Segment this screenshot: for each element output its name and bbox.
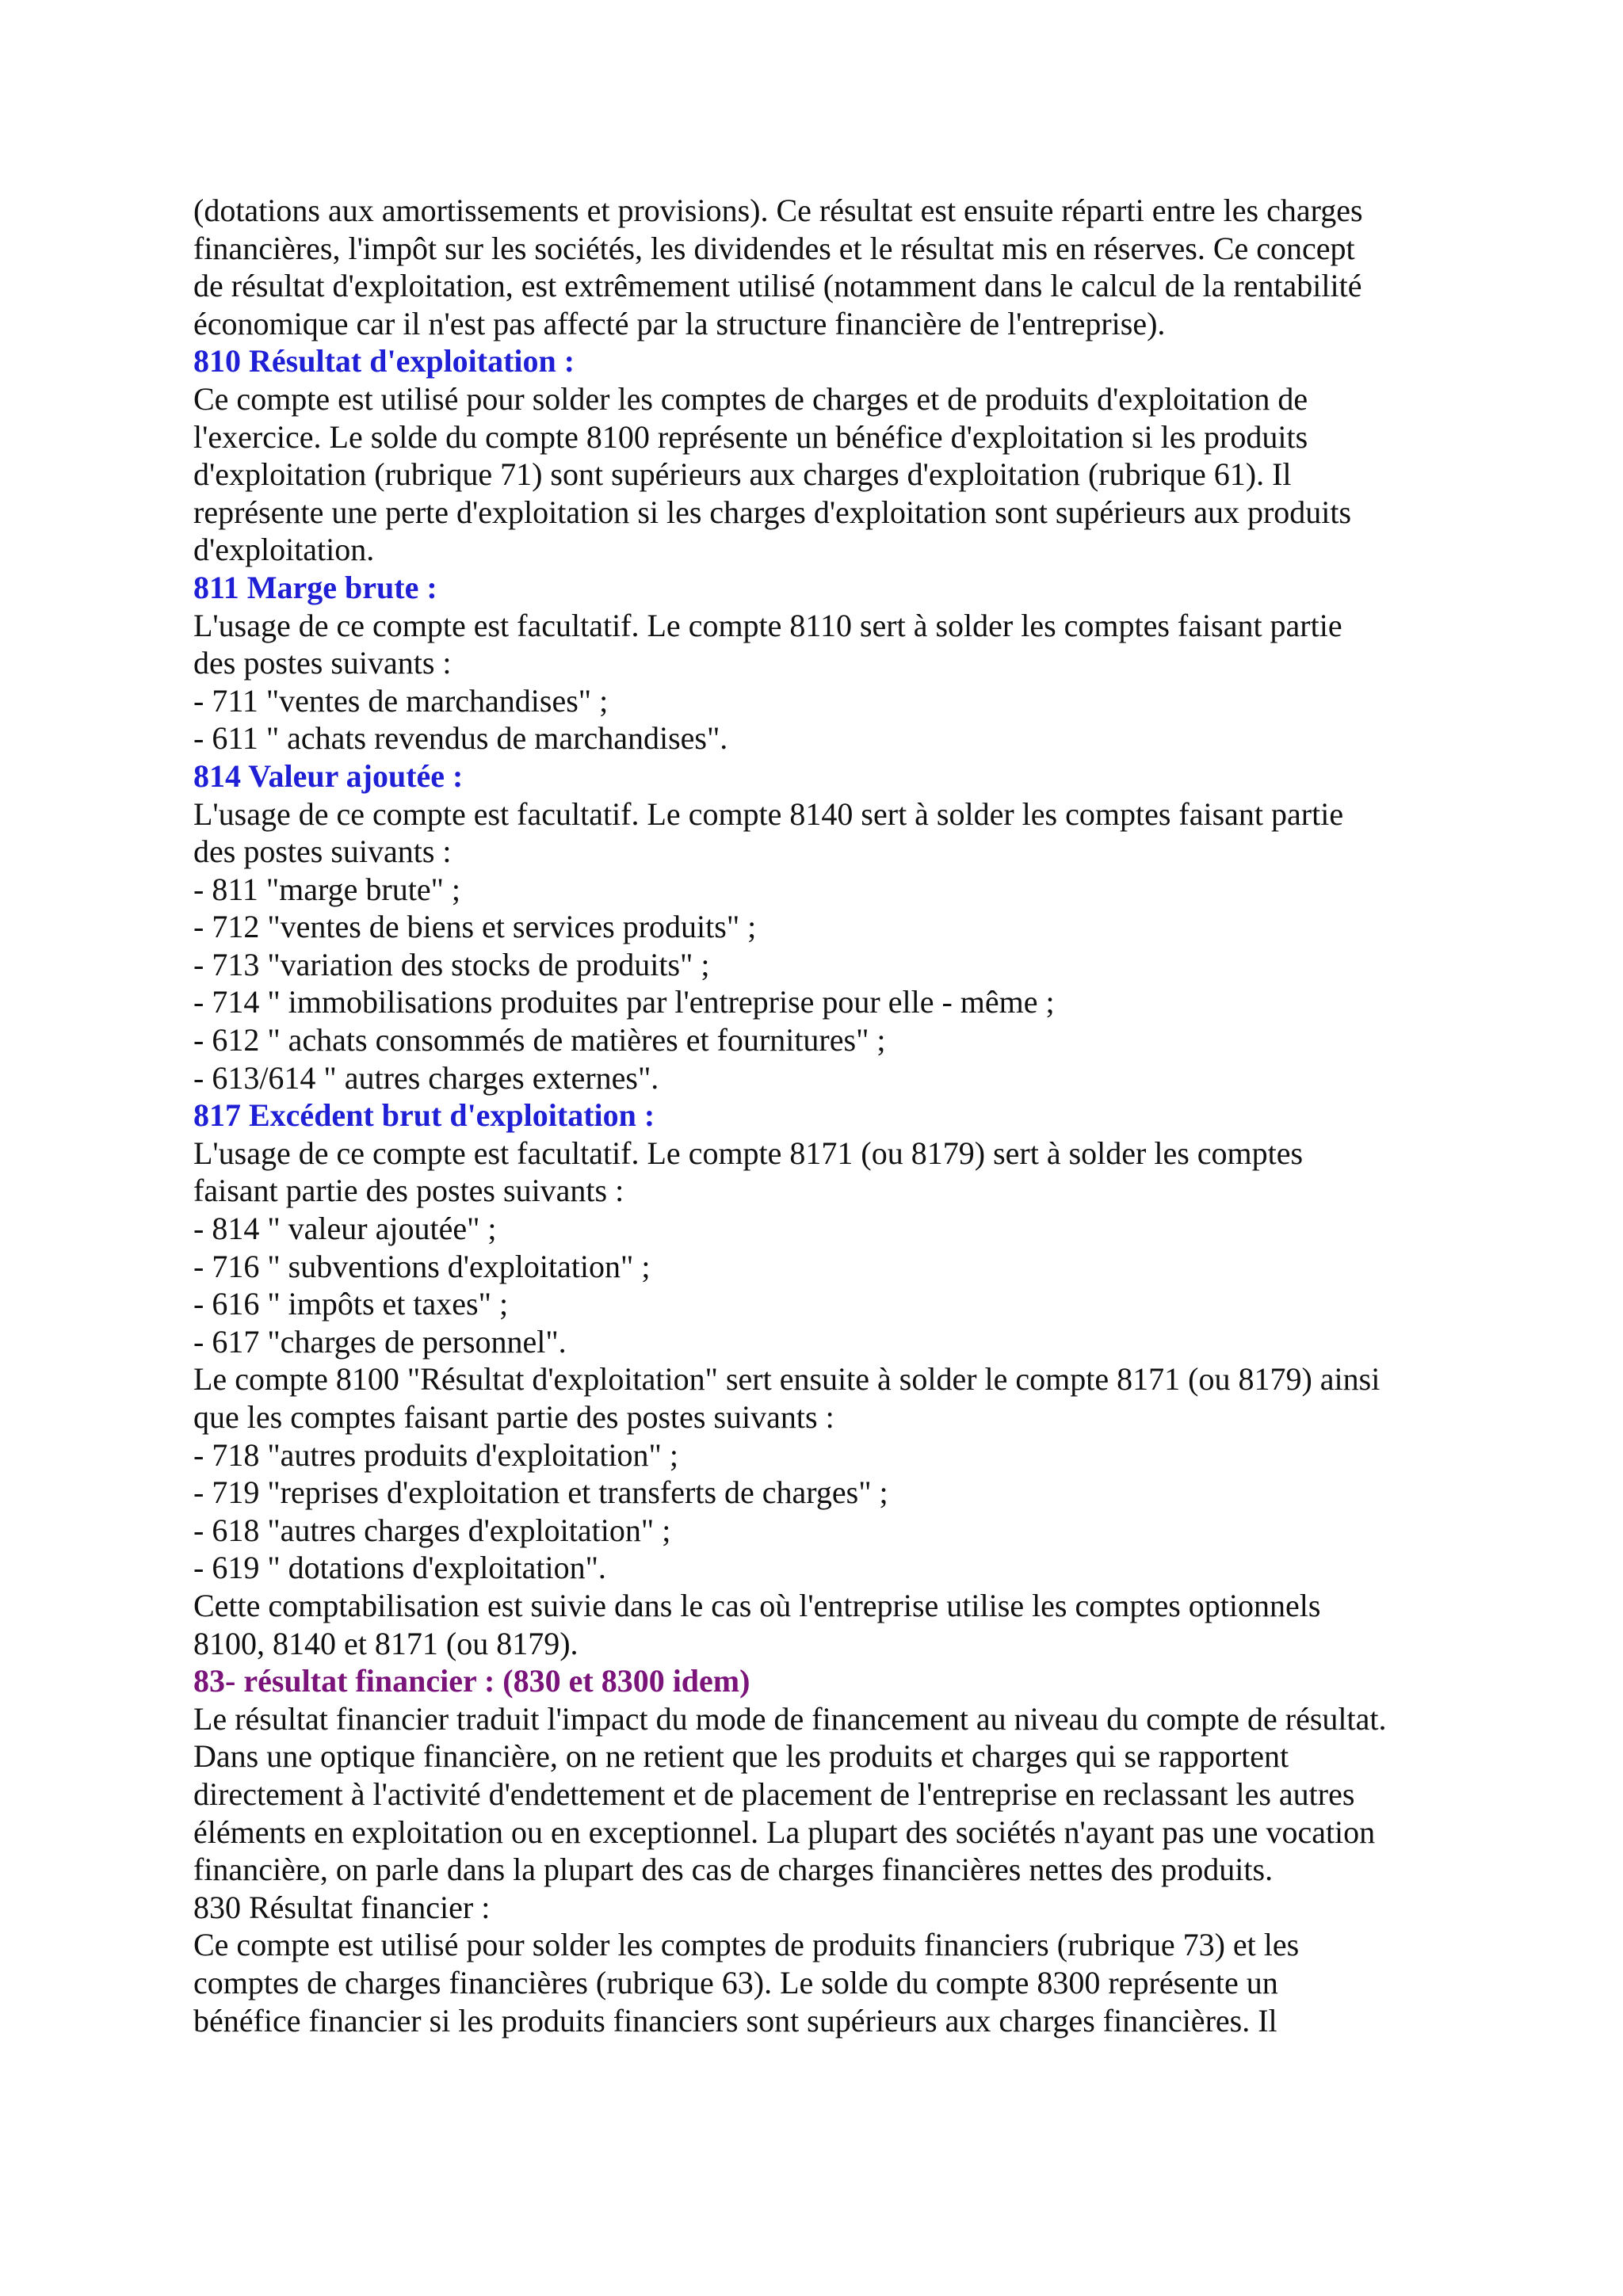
text-line: représente une perte d'exploitation si les charges d'exploitation sont supérieurs aux produits — [193, 494, 1352, 530]
text-line: - 616 " impôts et taxes" ; — [193, 1286, 509, 1322]
text-line: Cette comptabilisation est suivie dans le cas où l'entreprise utilise les comptes optionnels — [193, 1587, 1321, 1623]
text-line: L'usage de ce compte est facultatif. Le compte 8110 sert à solder les comptes faisant partie — [193, 607, 1342, 643]
text-line: - 613/614 " autres charges externes". — [193, 1059, 659, 1096]
text-line: économique car il n'est pas affecté par la structure financière de l'entreprise). — [193, 305, 1166, 341]
text-line: financières, l'impôt sur les sociétés, les dividendes et le résultat mis en réserves. Ce concept — [193, 230, 1355, 266]
text-line: - 617 "charges de personnel". — [193, 1323, 567, 1360]
text-line: comptes de charges financières (rubrique 63). Le solde du compte 8300 représente un — [193, 1964, 1278, 2000]
text-line: que les comptes faisant partie des postes suivants : — [193, 1399, 834, 1435]
text-line: - 618 "autres charges d'exploitation" ; — [193, 1512, 671, 1548]
text-line: - 814 " valeur ajoutée" ; — [193, 1211, 497, 1247]
document-body — [193, 192, 1461, 2039]
text-line: - 619 " dotations d'exploitation". — [193, 1550, 606, 1586]
text-line: L'usage de ce compte est facultatif. Le compte 8171 (ou 8179) sert à solder les comptes — [193, 1135, 1304, 1171]
text-line: (dotations aux amortissements et provisions). Ce résultat est ensuite réparti entre les charges — [193, 193, 1363, 228]
text-line: - 719 "reprises d'exploitation et transferts de charges" ; — [193, 1474, 888, 1511]
text-line: - 713 "variation des stocks de produits" ; — [193, 946, 710, 982]
text-line: - 716 " subventions d'exploitation" ; — [193, 1248, 651, 1284]
section-heading: 811 Marge brute : — [193, 569, 437, 605]
text-line: L'usage de ce compte est facultatif. Le compte 8140 sert à solder les comptes faisant partie — [193, 795, 1344, 832]
section-heading: 817 Excédent brut d'exploitation : — [193, 1097, 655, 1134]
text-line: Le résultat financier traduit l'impact du mode de financement au niveau du compte de résultat. — [193, 1700, 1387, 1737]
text-line: des postes suivants : — [193, 833, 452, 870]
text-line: 830 Résultat financier : — [193, 1889, 491, 1925]
text-line: bénéfice financier si les produits financiers sont supérieurs aux charges financières. Il — [193, 2002, 1277, 2039]
text-line: 8100, 8140 et 8171 (ou 8179). — [193, 1625, 579, 1661]
text-line: d'exploitation (rubrique 71) sont supérieurs aux charges d'exploitation (rubrique 61). Il — [193, 456, 1292, 493]
text-line: des postes suivants : — [193, 645, 452, 681]
text-line: Ce compte est utilisé pour solder les comptes de produits financiers (rubrique 73) et les — [193, 1927, 1300, 1963]
text-line: financière, on parle dans la plupart des cas de charges financières nettes des produits. — [193, 1852, 1274, 1888]
text-line: - 718 "autres produits d'exploitation" ; — [193, 1436, 678, 1473]
text-line: - 714 " immobilisations produites par l'entreprise pour elle - même ; — [193, 984, 1055, 1020]
text-line: l'exercice. Le solde du compte 8100 représente un bénéfice d'exploitation si les produits — [193, 418, 1308, 455]
section-heading: 83- résultat financier : (830 et 8300 idem) — [193, 1663, 750, 1699]
text-line: directement à l'activité d'endettement et de placement de l'entreprise en reclassant les autres — [193, 1775, 1355, 1812]
text-line: éléments en exploitation ou en exceptionnel. La plupart des sociétés n'ayant pas une vocation — [193, 1814, 1376, 1850]
text-line: - 712 "ventes de biens et services produits" ; — [193, 909, 757, 945]
section-heading: 814 Valeur ajoutée : — [193, 757, 464, 794]
text-line: d'exploitation. — [193, 532, 375, 568]
section-heading: 810 Résultat d'exploitation : — [193, 343, 575, 379]
text-line: - 811 "marge brute" ; — [193, 871, 461, 907]
text-line: Le compte 8100 "Résultat d'exploitation" sert ensuite à solder le compte 8171 (ou 8179) ainsi — [193, 1361, 1381, 1398]
text-line: Dans une optique financière, on ne retient que les produits et charges qui se rapportent — [193, 1738, 1289, 1775]
text-line: de résultat d'exploitation, est extrêmement utilisé (notamment dans le calcul de la rentabilité — [193, 268, 1362, 304]
text-line: - 711 "ventes de marchandises" ; — [193, 682, 609, 719]
text-line: - 612 " achats consommés de matières et fournitures" ; — [193, 1022, 886, 1058]
text-line: - 611 " achats revendus de marchandises". — [193, 720, 728, 757]
text-line: Ce compte est utilisé pour solder les comptes de charges et de produits d'exploitation de — [193, 380, 1308, 417]
text-line: faisant partie des postes suivants : — [193, 1173, 624, 1209]
